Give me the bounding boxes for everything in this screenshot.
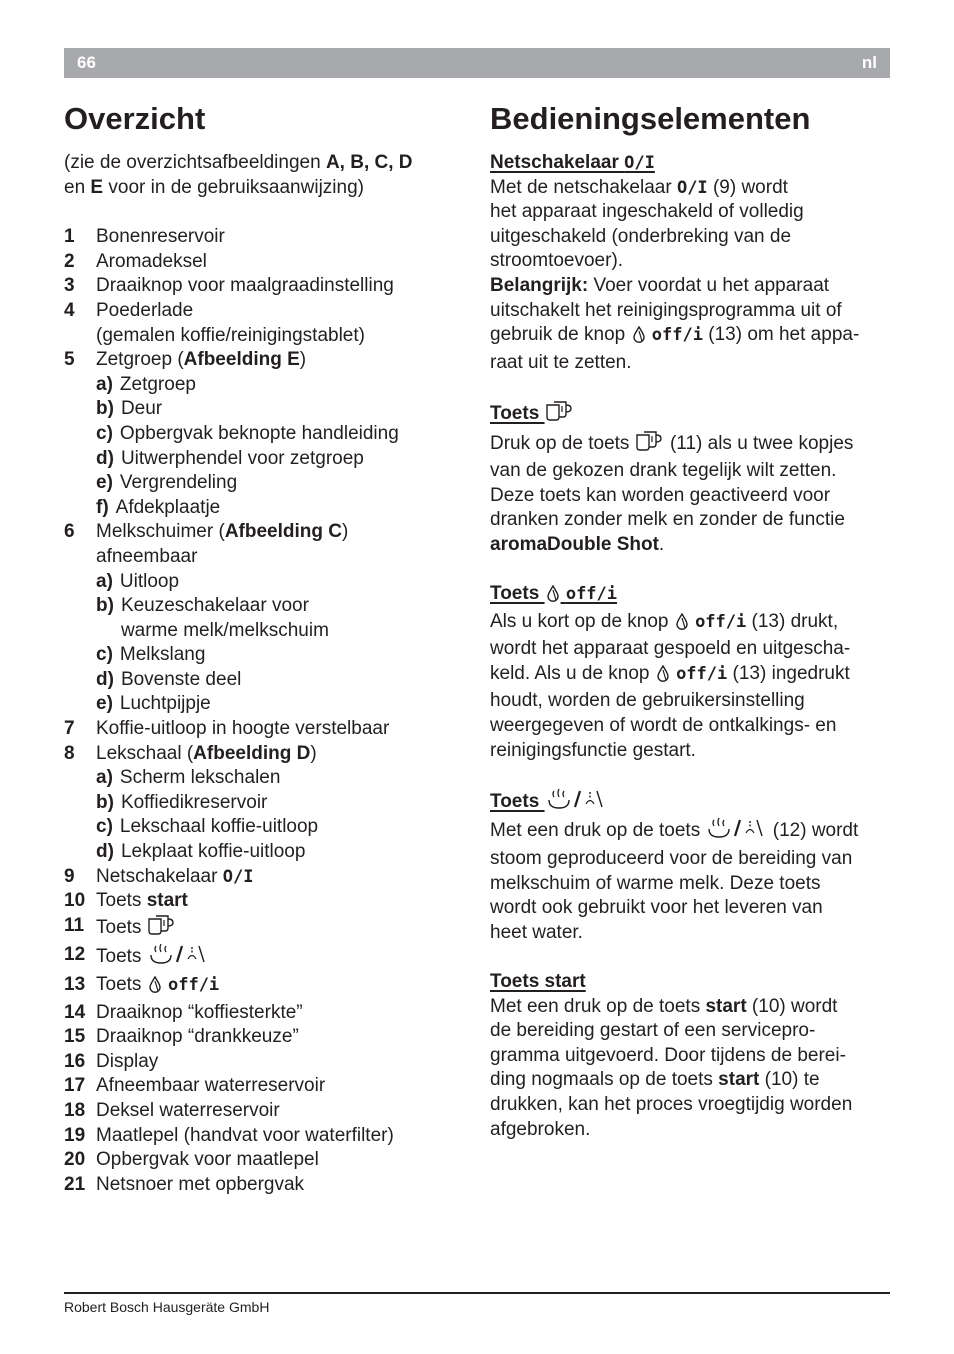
sub-item: f) Afdekplaatje — [96, 496, 221, 518]
item-text: Lekschaal (Afbeelding D) — [96, 742, 317, 764]
steam-water-icon — [545, 788, 607, 818]
section-heading: Toets off/i — [490, 582, 890, 610]
controls-column — [490, 151, 890, 1167]
item-text: Bonenreservoir — [96, 226, 225, 248]
sub-item: a) Uitloop — [96, 570, 180, 592]
item-text: Zetgroep (Afbeelding E) — [96, 349, 307, 371]
item-number: 18 — [64, 1099, 86, 1121]
steam-water-icon — [705, 817, 767, 847]
overview-intro: (zie de overzichtsafbeeldingen A, B, C, D en E voor in de gebruiksaanwijzing) — [64, 152, 413, 198]
list-item — [64, 865, 464, 890]
section-off-button: Toets off/i Als u kort op de knop off/i (13) drukt, wordt het apparaat gespoeld en uitgescha- keld. Als u de knop off/i (13) ingedrukt houdt, worden de gebruikersinstelling weergegeven of wordt de ontkalkings- en reinigingsfunctie gestart. — [490, 582, 890, 763]
sub-item: c) Melkslang — [96, 644, 206, 666]
item-text: Toets — [96, 914, 464, 944]
double-cup-icon — [635, 430, 665, 460]
item-number: 4 — [64, 299, 75, 321]
header-bar — [64, 48, 890, 78]
item-text: Deksel waterreservoir — [96, 1099, 280, 1121]
list-item — [64, 943, 464, 973]
item-text: Melkschuimer (Afbeelding C) afneembaar — [96, 521, 349, 567]
item-text: Poederlade (gemalen koffie/reinigingstablet) — [96, 299, 365, 346]
item-number: 20 — [64, 1149, 86, 1171]
list-item — [64, 717, 464, 742]
sub-item: d) Bovenste deel — [96, 668, 242, 690]
drop-icon — [655, 665, 671, 690]
item-text: Afneembaar waterreservoir — [96, 1075, 326, 1097]
item-number: 21 — [64, 1173, 86, 1195]
list-item — [64, 742, 464, 767]
list-item — [64, 1050, 464, 1075]
item-text: Display — [96, 1050, 159, 1072]
item-text: Koffie-uitloop in hoogte verstelbaar — [96, 718, 390, 740]
item-number: 6 — [64, 521, 75, 543]
overview-list — [64, 225, 464, 1197]
item-number: 13 — [64, 974, 86, 995]
sub-item: a) Zetgroep — [96, 373, 196, 395]
drop-icon — [674, 613, 690, 638]
item-text: Draaiknop “koffiesterkte” — [96, 1001, 303, 1023]
list-item — [64, 973, 464, 1001]
item-text: Draaiknop “drankkeuze” — [96, 1026, 299, 1048]
item-number: 8 — [64, 742, 75, 764]
item-number: 14 — [64, 1001, 86, 1023]
double-cup-icon — [147, 914, 177, 944]
sub-item: d) Lekplaat koffie-uitloop — [96, 841, 306, 863]
page-number: 66 — [77, 53, 96, 72]
item-number: 1 — [64, 226, 75, 248]
item-text: Toets off/i — [96, 973, 464, 1001]
item-text: Toets start — [96, 890, 188, 912]
item-text: Opbergvak voor maatlepel — [96, 1149, 319, 1171]
section-heading: Toets — [490, 400, 890, 430]
section-heading: Netschakelaar O/I — [490, 152, 655, 173]
list-item — [64, 914, 464, 944]
double-cup-icon — [545, 400, 575, 430]
sub-item: e) Vergrendeling — [96, 472, 238, 494]
list-item — [64, 1025, 464, 1050]
drop-icon — [631, 326, 647, 351]
drop-icon — [147, 976, 163, 1001]
section-steam-button: Toets Met een druk op de toets (12) wordt stoom geproduceerd voor de bereiding van melkschuim of warme melk. Deze toets wordt ook gebruikt voor het leveren van heet water. — [490, 788, 890, 946]
list-item — [64, 520, 464, 569]
sub-item: b) Koffiedikreservoir — [96, 791, 268, 813]
list-item — [64, 1099, 464, 1124]
drop-icon — [545, 585, 561, 610]
item-text: Draaiknop voor maalgraadinstelling — [96, 275, 394, 297]
item-number: 9 — [64, 865, 75, 887]
language-code: nl — [861, 53, 877, 72]
list-item — [64, 889, 464, 914]
item-number: 16 — [64, 1050, 86, 1072]
item-number: 17 — [64, 1075, 86, 1097]
section-start-button: Toets start Met een druk op de toets start (10) wordt de bereiding gestart of een servicepro- gramma uitgevoerd. Door tijdens de berei- ding nogmaals op de toets start (10) te drukken, kan het proces vroegtijdig worden afgebroken. — [490, 970, 890, 1142]
item-text: Aromadeksel — [96, 250, 207, 272]
sub-item: a) Scherm lekschalen — [96, 767, 281, 789]
controls-title: Bedieningselementen — [490, 101, 811, 136]
section-heading: Toets start — [490, 971, 586, 992]
list-item — [64, 1001, 464, 1026]
sub-item: c) Opbergvak beknopte handleiding — [96, 422, 399, 444]
sub-item: b) Keuzeschakelaar voor warme melk/melkschuim — [96, 595, 329, 641]
item-number: 19 — [64, 1124, 86, 1146]
section-double-cup: Toets Druk op de toets (11) als u twee kopjes van de gekozen drank tegelijk wilt zetten. Deze toets kan worden geactiveerd voor dranken zonder melk en zonder de functie aromaDouble Shot. — [490, 400, 890, 558]
item-text: Toets — [96, 943, 464, 973]
steam-water-icon — [147, 943, 209, 973]
item-text: Maatlepel (handvat voor waterfilter) — [96, 1124, 394, 1146]
item-number: 11 — [64, 914, 85, 936]
section-power-switch: Netschakelaar O/I Met de netschakelaar O/I (9) wordt het apparaat ingeschakeld of volledig uitgeschakeld (onderbreking van de stroomtoevoer). Belangrijk: Voer voordat u het apparaat uitschakelt het reinigingsprogramma uit of gebruik de knop off/i (13) om het appa- raat uit te zetten. — [490, 151, 890, 375]
item-number: 5 — [64, 349, 75, 371]
list-item — [64, 1148, 464, 1173]
item-number: 2 — [64, 250, 75, 272]
sub-item: c) Lekschaal koffie-uitloop — [96, 816, 319, 838]
item-number: 3 — [64, 275, 75, 297]
list-item — [64, 250, 464, 275]
footer-divider — [64, 1292, 890, 1294]
section-heading: Toets — [490, 788, 890, 818]
list-item — [64, 225, 464, 250]
item-text: Netschakelaar O/I — [96, 865, 254, 887]
item-number: 15 — [64, 1026, 86, 1048]
item-number: 7 — [64, 718, 75, 740]
list-item — [64, 299, 464, 348]
item-text: Netsnoer met opbergvak — [96, 1173, 305, 1195]
list-item — [64, 348, 464, 373]
overview-column — [64, 151, 464, 1197]
sub-item: d) Uitwerphendel voor zetgroep — [96, 447, 364, 469]
sub-item: e) Luchtpijpje — [96, 693, 211, 715]
list-item — [64, 1124, 464, 1149]
footer-company: Robert Bosch Hausgeräte GmbH — [64, 1299, 270, 1315]
list-item — [64, 1074, 464, 1099]
list-item — [64, 274, 464, 299]
item-number: 10 — [64, 890, 86, 912]
list-item — [64, 1173, 464, 1198]
overview-title: Overzicht — [64, 101, 206, 136]
item-number: 12 — [64, 944, 86, 966]
sub-item: b) Deur — [96, 398, 163, 420]
